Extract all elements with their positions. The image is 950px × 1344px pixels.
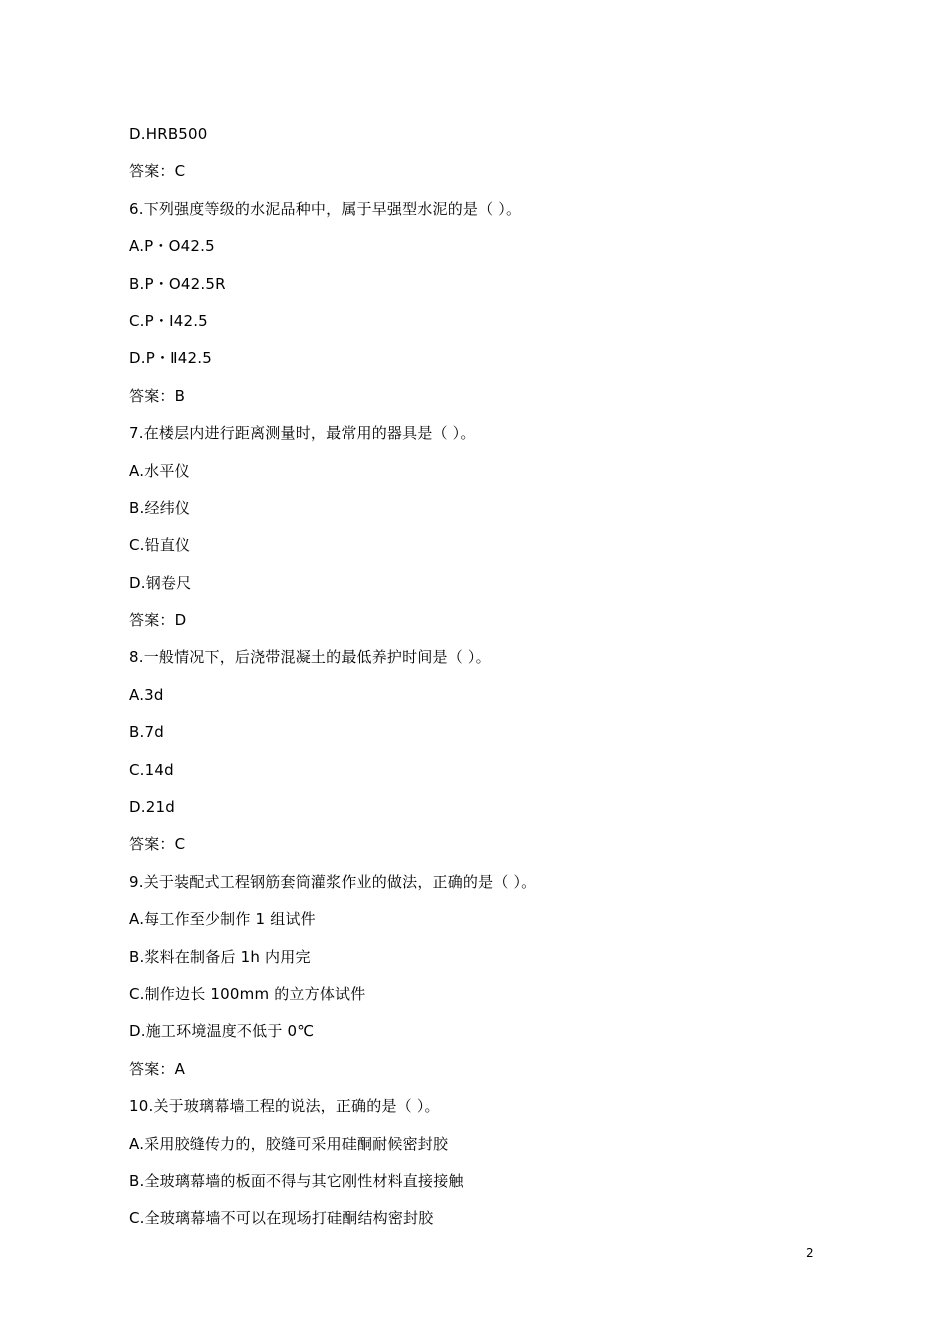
answer-line: 答案：C xyxy=(129,835,186,854)
option-line: B.经纬仪 xyxy=(129,498,191,517)
option-line: A.每工作至少制作 1 组试件 xyxy=(129,910,316,929)
option-line: A.采用胶缝传力的，胶缝可采用硅酮耐候密封胶 xyxy=(129,1134,449,1153)
option-line: A.P・O42.5 xyxy=(129,237,215,256)
option-line: B.浆料在制备后 1h 内用完 xyxy=(129,947,311,966)
option-line: A.3d xyxy=(129,685,164,704)
question-line: 6.下列强度等级的水泥品种中，属于早强型水泥的是（ ）。 xyxy=(129,199,522,218)
page-number: 2 xyxy=(806,1246,814,1260)
option-line: C.制作边长 100mm 的立方体试件 xyxy=(129,984,366,1003)
option-line: D.21d xyxy=(129,798,175,817)
option-line: D.施工环境温度不低于 0℃ xyxy=(129,1022,315,1041)
page-content xyxy=(129,119,849,1241)
option-line: B.全玻璃幕墙的板面不得与其它刚性材料直接接触 xyxy=(129,1171,464,1190)
option-line: B.P・O42.5R xyxy=(129,274,226,293)
option-line: C.全玻璃幕墙不可以在现场打硅酮结构密封胶 xyxy=(129,1209,434,1228)
question-line: 7.在楼层内进行距离测量时，最常用的器具是（ ）。 xyxy=(129,424,476,443)
answer-line: 答案：D xyxy=(129,611,187,630)
option-line: B.7d xyxy=(129,723,164,742)
answer-line: 答案：C xyxy=(129,162,186,181)
option-line: D.钢卷尺 xyxy=(129,573,192,592)
option-line: D.HRB500 xyxy=(129,125,208,143)
option-line: D.P・Ⅱ42.5 xyxy=(129,349,212,368)
option-line: C.P・I42.5 xyxy=(129,311,208,330)
answer-line: 答案：A xyxy=(129,1059,186,1078)
question-line: 10.关于玻璃幕墙工程的说法，正确的是（ ）。 xyxy=(129,1097,440,1116)
option-line: C.铅直仪 xyxy=(129,536,191,555)
question-line: 8.一般情况下，后浇带混凝土的最低养护时间是（ ）。 xyxy=(129,648,491,667)
question-line: 9.关于装配式工程钢筋套筒灌浆作业的做法，正确的是（ ）。 xyxy=(129,872,537,891)
option-line: A.水平仪 xyxy=(129,461,190,480)
option-line: C.14d xyxy=(129,760,174,779)
answer-line: 答案：B xyxy=(129,386,186,405)
